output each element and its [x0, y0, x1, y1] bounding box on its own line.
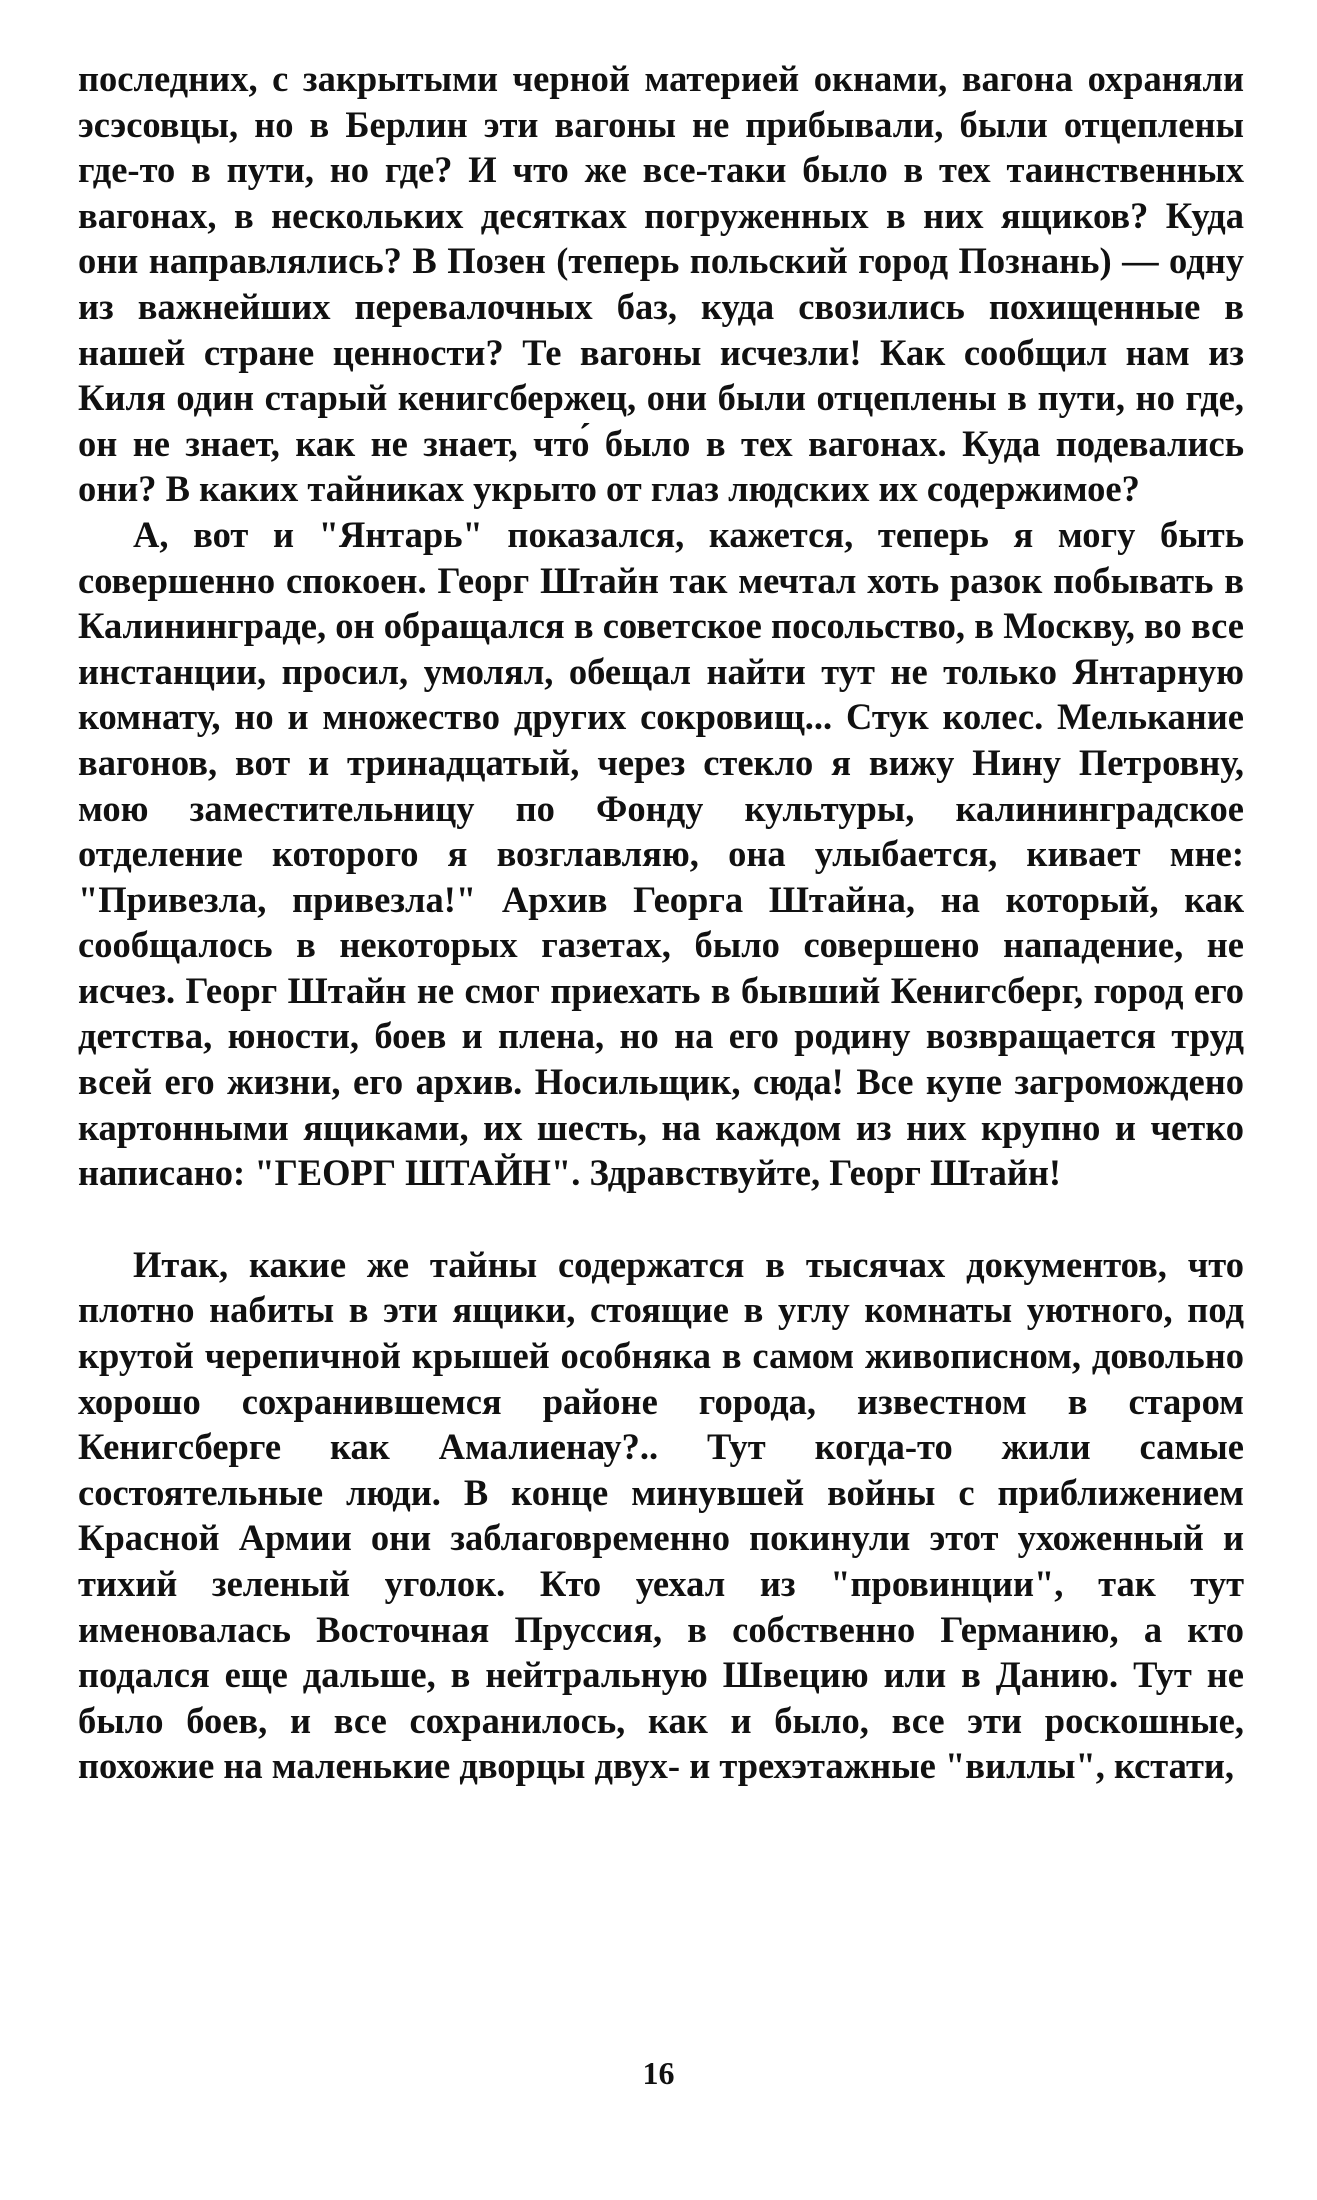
page-body: [78, 56, 1244, 1789]
paragraph-yantar-train: А, вот и "Янтарь" показался, кажется, теперь я могу быть совершенно спокоен. Георг Штайн так мечтал хоть разок побывать в Калининграде, он обращался в советское посольство, в Москву, во все инстанции, просил, умолял, обещал найти тут не только Янтарную комнату, но и множество других сокровищ... Стук колес. Мелькание вагонов, вот и тринадцатый, через стекло я вижу Нину Петровну, мою заместительницу по Фонду культуры, калининградское отделение которого я возглавляю, она улыбается, кивает мне: "Привезла, привезла!" Архив Георга Штайна, на который, как сообщалось в некоторых газетах, было совершено нападение, не исчез. Георг Штайн не смог приехать в бывший Кенигсберг, город его детства, юности, боев и плена, но на его родину возвращается труд всей его жизни, его архив. Носильщик, сюда! Все купе загромождено картонными ящиками, их шесть, на каждом из них крупно и четко написано: "ГЕОРГ ШТАЙН". Здравствуйте, Георг Штайн!: [78, 513, 1244, 1194]
page-number: 16: [642, 2055, 675, 2091]
paragraph-continuation: последних, с закрытыми черной материей окнами, вагона охраняли эсэсовцы, но в Берлин эти вагоны не прибывали, были отцеплены где-то в пути, но где? И что же все-таки было в тех таинственных вагонах, в нескольких десятках погруженных в них ящиков? Куда они направлялись? В Позен (теперь польский город Познань) — одну из важнейших перевалочных баз, куда свозились похищенные в нашей стране ценности? Те вагоны исчезли! Как сообщил нам из Киля один старый кенигсбержец, они были отцеплены в пути, но где, он не знает, как не знает, что́ было в тех вагонах. Куда подевались они? В каких тайниках укрыто от глаз людских их содержимое?: [78, 58, 1244, 510]
section-gap: [78, 1196, 1244, 1242]
paragraph-archive-secrets: Итак, какие же тайны содержатся в тысячах документов, что плотно набиты в эти ящики, стоящие в углу комнаты уютного, под крутой черепичной крышей особняка в самом живописном, довольно хорошо сохранившемся районе города, известном в старом Кенигсберге как Амалиенау?.. Тут когда-то жили самые состоятельные люди. В конце минувшей войны с приближением Красной Армии они заблаговременно покинули этот ухоженный и тихий зеленый уголок. Кто уехал из "провинции", так тут именовалась Восточная Пруссия, в собственно Германию, а кто подался еще дальше, в нейтральную Швецию или в Данию. Тут не было боев, и все сохранилось, как и было, все эти роскошные, похожие на маленькие дворцы двух- и трехэтажные "виллы", кстати,: [78, 1243, 1244, 1787]
